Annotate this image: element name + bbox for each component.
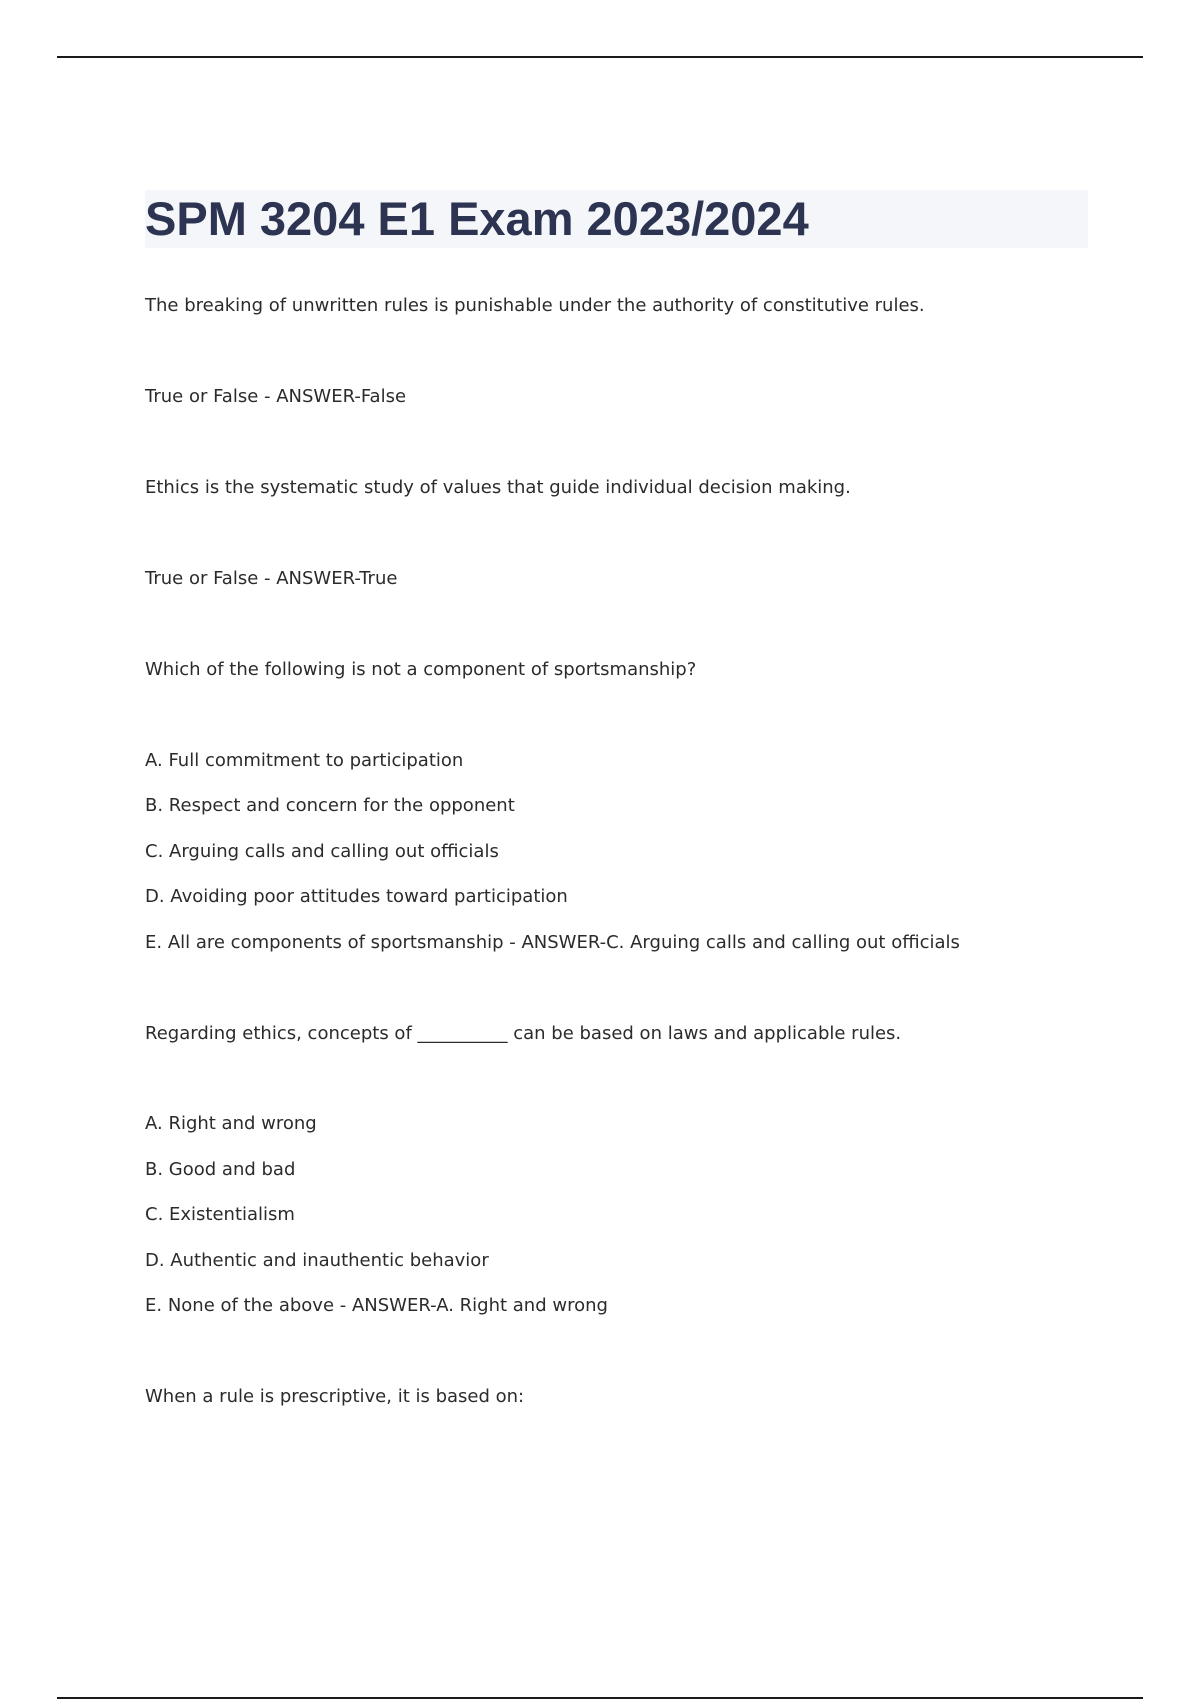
question-3-option-d: D. Avoiding poor attitudes toward participation xyxy=(145,886,568,907)
answer-1: True or False - ANSWER-False xyxy=(145,386,407,407)
question-2: Ethics is the systematic study of values that guide individual decision making. xyxy=(145,477,851,498)
top-rule xyxy=(57,56,1143,58)
question-4: Regarding ethics, concepts of __________ can be based on laws and applicable rules. xyxy=(145,1023,902,1044)
question-3: Which of the following is not a component of sportsmanship? xyxy=(145,659,697,680)
question-1: The breaking of unwritten rules is punishable under the authority of constitutive rules. xyxy=(145,295,925,316)
page-title: SPM 3204 E1 Exam 2023/2024 xyxy=(145,192,809,245)
bottom-rule xyxy=(57,1697,1143,1699)
question-4-option-e-answer: E. None of the above - ANSWER-A. Right and wrong xyxy=(145,1295,608,1316)
question-3-option-a: A. Full commitment to participation xyxy=(145,750,464,771)
question-4-option-a: A. Right and wrong xyxy=(145,1113,317,1134)
question-3-option-c: C. Arguing calls and calling out officials xyxy=(145,841,499,862)
answer-2: True or False - ANSWER-True xyxy=(145,568,398,589)
question-3-option-b: B. Respect and concern for the opponent xyxy=(145,795,515,816)
question-4-option-c: C. Existentialism xyxy=(145,1204,295,1225)
question-4-option-b: B. Good and bad xyxy=(145,1159,296,1180)
question-4-option-d: D. Authentic and inauthentic behavior xyxy=(145,1250,489,1271)
question-5: When a rule is prescriptive, it is based on: xyxy=(145,1386,525,1407)
question-3-option-e-answer: E. All are components of sportsmanship - ANSWER-C. Arguing calls and calling out officials xyxy=(145,932,960,953)
